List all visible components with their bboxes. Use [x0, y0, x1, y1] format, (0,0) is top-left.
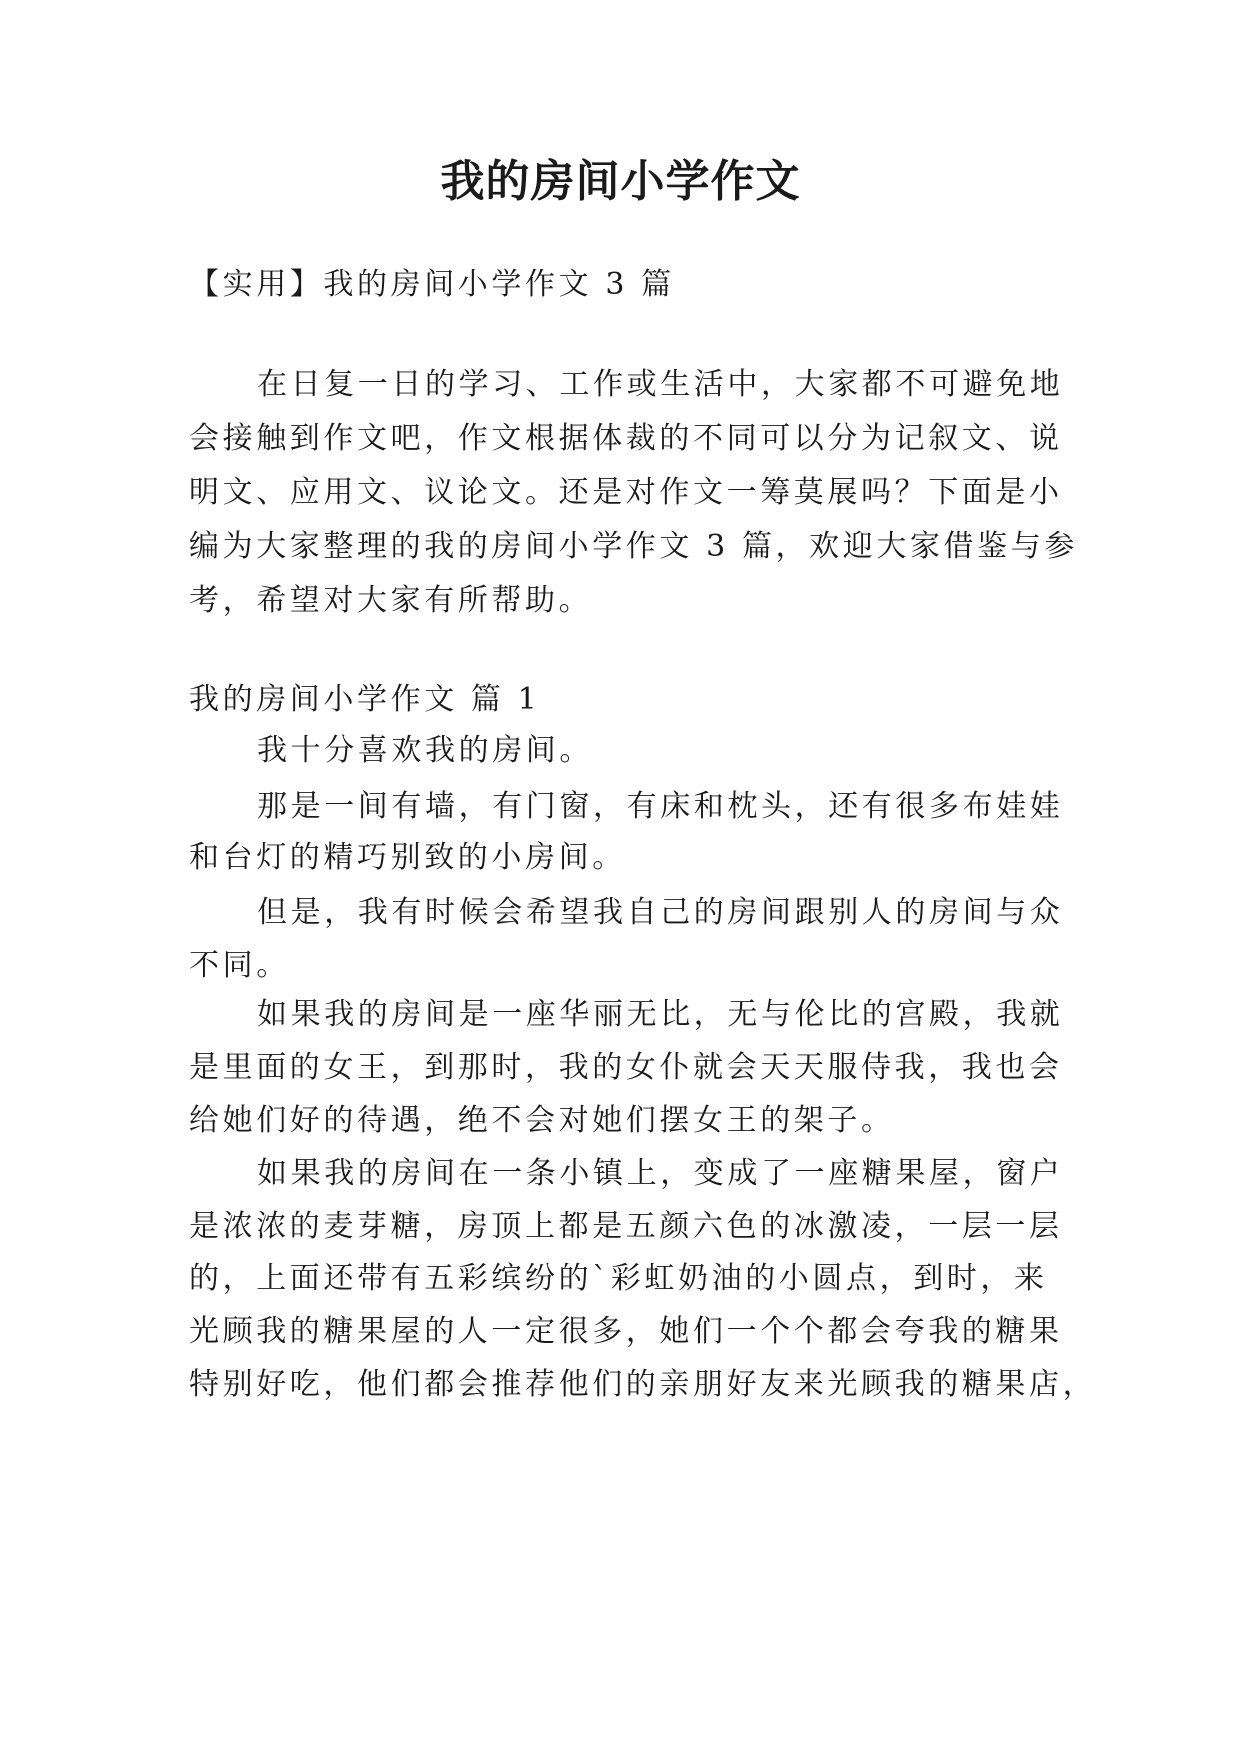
paragraph-line: 特别好吃，他们都会推荐他们的亲朋好友来光顾我的糖果店，: [189, 1367, 1097, 1402]
paragraph-line: 和台灯的精巧别致的小房间。: [189, 840, 626, 875]
paragraph-line: 是浓浓的麦芽糖，房顶上都是五颜六色的冰激凌，一层一层: [189, 1209, 1063, 1244]
paragraph-line: 如果我的房间是一座华丽无比，无与伦比的宫殿，我就: [257, 997, 1064, 1032]
paragraph-line: 会接触到作文吧，作文根据体裁的不同可以分为记叙文、说: [189, 421, 1063, 456]
paragraph-line: 在日复一日的学习、工作或生活中，大家都不可避免地: [257, 367, 1064, 402]
paragraph-line: 我十分喜欢我的房间。: [257, 733, 593, 768]
section-heading: 我的房间小学作文 篇 1: [189, 682, 541, 717]
paragraph-line: 不同。: [189, 948, 290, 983]
paragraph-line: 如果我的房间在一条小镇上，变成了一座糖果屋，窗户: [257, 1156, 1064, 1191]
subtitle: 【实用】我的房间小学作文 3 篇: [189, 267, 675, 302]
paragraph-line: 编为大家整理的我的房间小学作文 3 篇，欢迎大家借鉴与参: [189, 529, 1078, 564]
paragraph-line: 明文、应用文、议论文。还是对作文一筹莫展吗？下面是小: [189, 475, 1063, 510]
paragraph-line: 的，上面还带有五彩缤纷的`彩虹奶油的小圆点，到时，来: [189, 1261, 1048, 1296]
paragraph-line: 考，希望对大家有所帮助。: [189, 583, 593, 618]
paragraph-line: 但是，我有时候会希望我自己的房间跟别人的房间与众: [257, 895, 1064, 930]
paragraph-line: 是里面的女王，到那时，我的女仆就会天天服侍我，我也会: [189, 1050, 1063, 1085]
paragraph-line: 给她们好的待遇，绝不会对她们摆女王的架子。: [189, 1103, 895, 1138]
paragraph-line: 那是一间有墙，有门窗，有床和枕头，还有很多布娃娃: [257, 789, 1064, 824]
document-title: 我的房间小学作文: [440, 156, 801, 207]
paragraph-line: 光顾我的糖果屋的人一定很多，她们一个个都会夸我的糖果: [189, 1314, 1063, 1349]
